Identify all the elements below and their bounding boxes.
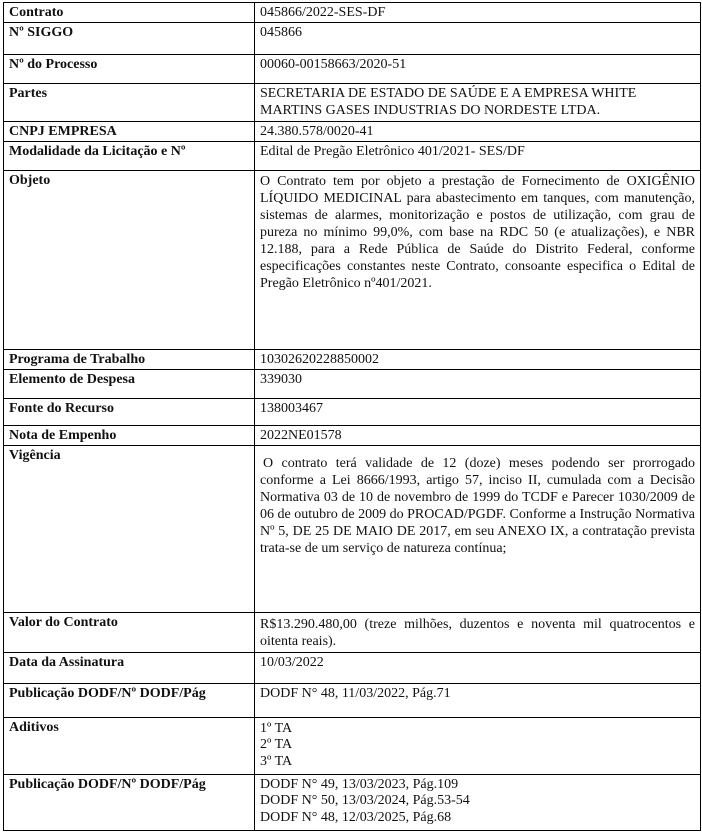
publicacao-item: DODF N° 50, 13/03/2024, Pág.53-54 bbox=[260, 793, 470, 809]
label-processo: Nº do Processo bbox=[4, 55, 255, 84]
value-aditivos bbox=[255, 718, 701, 775]
label-fonte: Fonte do Recurso bbox=[4, 399, 255, 426]
row-vigencia bbox=[4, 446, 701, 613]
row-assinatura bbox=[4, 653, 701, 684]
row-fonte bbox=[4, 399, 701, 426]
label-vigencia: Vigência bbox=[4, 446, 255, 613]
value-vigencia: O contrato terá validade de 12 (doze) meses podendo ser prorrogado conforme a Lei 8666/1993, artigo 57, inciso II, cumulada com a Decisão Normativa 03 de 10 de novembro de 1999 do TCDF e Parecer 1030/2009 de 06 de outubro de 2009 do PROCAD/PGDF. Conforme a Instrução Normativa Nº 5, DE 25 DE MAIO DE 2017, em seu ANEXO IX, a contratação prevista trata-se de um serviço de natureza contínua; bbox=[255, 446, 701, 613]
label-assinatura: Data da Assinatura bbox=[4, 653, 255, 684]
aditivo-item: 2º TA bbox=[260, 737, 293, 753]
label-contrato: Contrato bbox=[4, 3, 255, 23]
row-partes bbox=[4, 84, 701, 122]
row-programa bbox=[4, 350, 701, 370]
value-modalidade: Edital de Pregão Eletrônico 401/2021- SES/DF bbox=[255, 142, 701, 171]
row-publicacao-2 bbox=[4, 775, 701, 831]
label-publicacao-2: Publicação DODF/Nº DODF/Pág bbox=[4, 775, 255, 831]
label-valor: Valor do Contrato bbox=[4, 613, 255, 653]
label-cnpj: CNPJ EMPRESA bbox=[4, 122, 255, 142]
label-elemento: Elemento de Despesa bbox=[4, 370, 255, 399]
row-objeto bbox=[4, 171, 701, 350]
row-aditivos bbox=[4, 718, 701, 775]
value-objeto: O Contrato tem por objeto a prestação de Fornecimento de OXIGÊNIO LÍQUIDO MEDICINAL para abastecimento em tanques, com manutenção, sistemas de alarmes, monitorização e postos de utilização, com grau de pureza no mínimo 99,0%, com base na RDC 50 (e atualizações), e NBR 12.188, para a Rede Pública de Saúde do Distrito Federal, conforme especificações constantes neste Contrato, consoante especifica o Edital de Pregão Eletrônico nº401/2021. bbox=[255, 171, 701, 350]
publicacao-item: DODF N° 48, 12/03/2025, Pág.68 bbox=[260, 809, 452, 825]
value-elemento: 339030 bbox=[255, 370, 701, 399]
row-valor bbox=[4, 613, 701, 653]
label-partes: Partes bbox=[4, 84, 255, 122]
row-elemento bbox=[4, 370, 701, 399]
value-publicacao-1: DODF N° 48, 11/03/2022, Pág.71 bbox=[255, 684, 701, 718]
label-siggo: Nº SIGGO bbox=[4, 23, 255, 55]
row-siggo bbox=[4, 23, 701, 55]
row-modalidade bbox=[4, 142, 701, 171]
row-cnpj bbox=[4, 122, 701, 142]
aditivo-item: 1º TA bbox=[260, 721, 293, 736]
label-empenho: Nota de Empenho bbox=[4, 426, 255, 446]
value-valor: R$13.290.480,00 (treze milhões, duzentos e noventa mil quatrocentos e oitenta reais). bbox=[255, 613, 701, 653]
label-publicacao-1: Publicação DODF/Nº DODF/Pág bbox=[4, 684, 255, 718]
value-partes: SECRETARIA DE ESTADO DE SAÚDE E A EMPRESA WHITE MARTINS GASES INDUSTRIAS DO NORDESTE LTDA. bbox=[255, 84, 701, 122]
value-processo: 00060-00158663/2020-51 bbox=[255, 55, 701, 84]
label-modalidade: Modalidade da Licitação e Nº bbox=[4, 142, 255, 171]
value-siggo: 045866 bbox=[255, 23, 701, 55]
label-programa: Programa de Trabalho bbox=[4, 350, 255, 370]
aditivo-item: 3º TA bbox=[260, 753, 293, 769]
value-cnpj: 24.380.578/0020-41 bbox=[255, 122, 701, 142]
value-empenho: 2022NE01578 bbox=[255, 426, 701, 446]
label-objeto: Objeto bbox=[4, 171, 255, 350]
row-contrato bbox=[4, 3, 701, 23]
value-assinatura: 10/03/2022 bbox=[255, 653, 701, 684]
value-contrato: 045866/2022-SES-DF bbox=[255, 3, 701, 23]
contract-summary-table bbox=[3, 2, 701, 831]
value-programa: 10302620228850002 bbox=[255, 350, 701, 370]
row-empenho bbox=[4, 426, 701, 446]
label-aditivos: Aditivos bbox=[4, 718, 255, 775]
row-processo bbox=[4, 55, 701, 84]
value-fonte: 138003467 bbox=[255, 399, 701, 426]
row-publicacao-1 bbox=[4, 684, 701, 718]
value-publicacao-2 bbox=[255, 775, 701, 831]
publicacao-item: DODF N° 49, 13/03/2023, Pág.109 bbox=[260, 777, 459, 792]
